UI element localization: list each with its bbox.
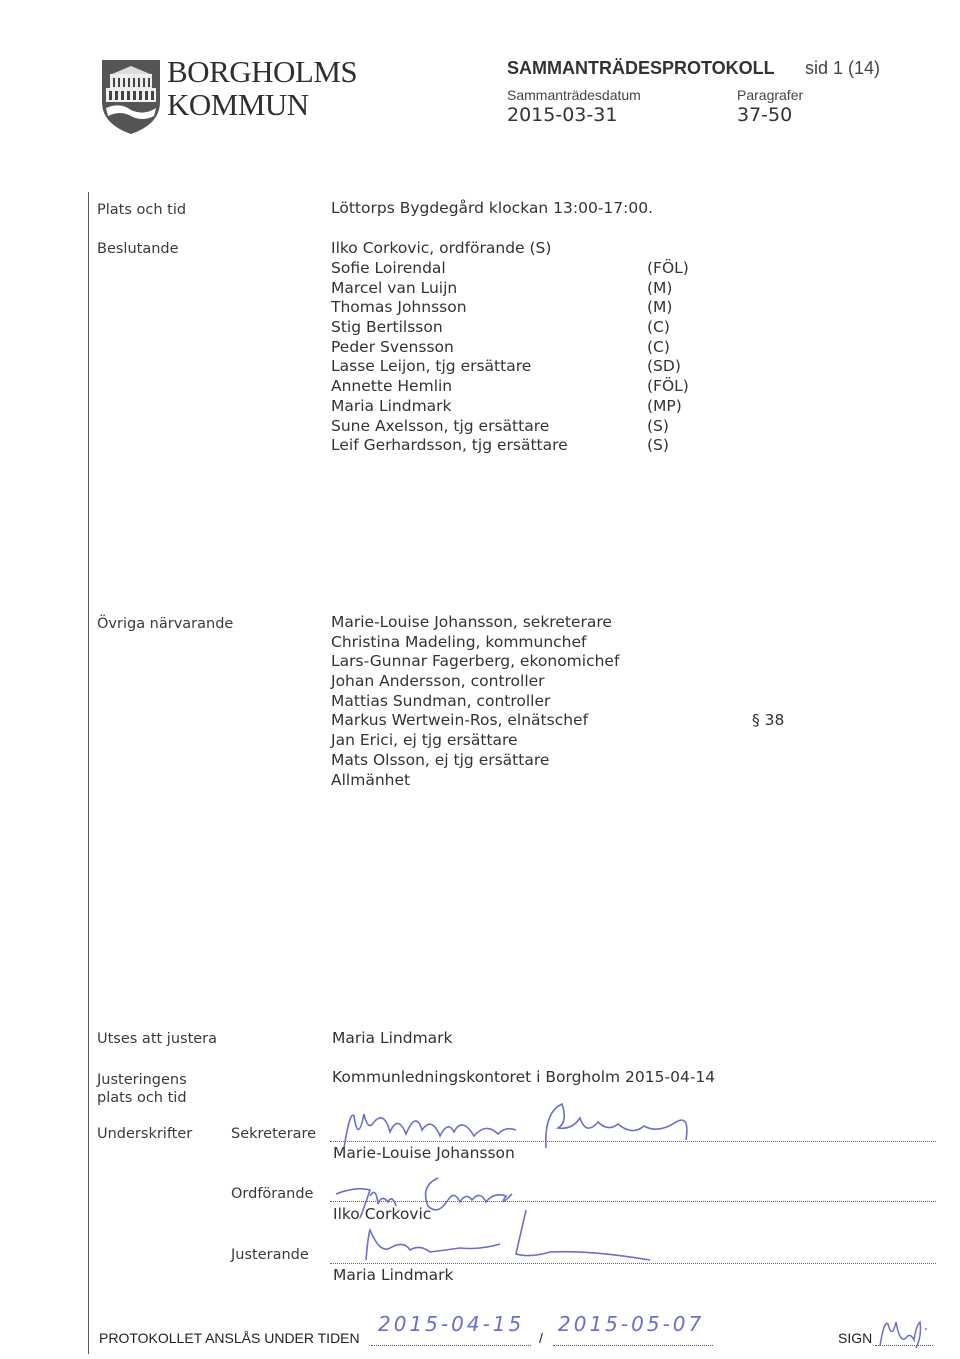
chairman-name: Ilko Corkovic bbox=[333, 1205, 432, 1223]
others-present-list bbox=[331, 613, 619, 790]
member-party: (FÖL) bbox=[647, 377, 689, 396]
document-title: SAMMANTRÄDESPROTOKOLL bbox=[507, 58, 775, 78]
adjustment-label-line-2: plats och tid bbox=[97, 1090, 187, 1106]
page-info: sid 1 (14) bbox=[805, 58, 881, 78]
member-name: Sofie Loirendal bbox=[331, 259, 446, 277]
paragraphs-label: Paragrafer bbox=[737, 87, 804, 103]
initials-signature bbox=[876, 1314, 932, 1354]
sign-label: SIGN bbox=[838, 1330, 873, 1346]
member-name: Peder Svensson bbox=[331, 337, 454, 356]
list-item: Mattias Sundman, controller bbox=[331, 691, 551, 710]
brand-line-1: BORGHOLMS bbox=[167, 54, 358, 89]
adjuster-label: Utses att justera bbox=[97, 1031, 218, 1047]
margin-rule bbox=[88, 192, 89, 1354]
member-name: Leif Gerhardsson, tjg ersättare bbox=[331, 436, 568, 455]
secretary-name: Marie-Louise Johansson bbox=[333, 1144, 515, 1162]
member-parties bbox=[647, 259, 689, 456]
adjusting-name: Maria Lindmark bbox=[333, 1266, 454, 1284]
member-name: Annette Hemlin bbox=[331, 377, 453, 396]
posting-to-date: 2015-05-07 bbox=[558, 1312, 705, 1336]
adjusting-label: Justerande bbox=[231, 1247, 309, 1263]
to-date-line bbox=[553, 1345, 713, 1346]
member-name: Stig Bertilsson bbox=[331, 318, 443, 337]
place-time-value: Löttorps Bygdegård klockan 13:00-17:00. bbox=[331, 199, 654, 217]
list-item: Johan Andersson, controller bbox=[331, 672, 545, 691]
posting-from-date: 2015-04-15 bbox=[378, 1312, 525, 1336]
adjustment-place-value: Kommunledningskontoret i Borgholm 2015-04-14 bbox=[332, 1068, 716, 1086]
member-party: (C) bbox=[647, 318, 670, 337]
member-name: Marcel van Luijn bbox=[331, 278, 458, 297]
decision-makers-label: Beslutande bbox=[97, 241, 179, 257]
paragraphs-value: 37-50 bbox=[737, 104, 793, 126]
list-item: Jan Erici, ej tjg ersättare bbox=[331, 731, 518, 750]
section-reference: § 38 bbox=[752, 711, 785, 729]
member-name: Sune Axelsson, tjg ersättare bbox=[331, 416, 550, 435]
municipality-logo bbox=[100, 58, 162, 136]
adjustment-label-line-1: Justeringens bbox=[97, 1072, 187, 1088]
list-item: Markus Wertwein-Ros, elnätschef bbox=[331, 711, 589, 730]
member-party: (SD) bbox=[647, 357, 681, 376]
list-item: Allmänhet bbox=[331, 770, 411, 789]
secretary-label: Sekreterare bbox=[231, 1126, 317, 1142]
member-names bbox=[331, 259, 568, 456]
others-present-label: Övriga närvarande bbox=[97, 616, 234, 632]
member-party: (M) bbox=[647, 298, 673, 317]
brand-line-2: KOMMUN bbox=[167, 87, 309, 122]
chairman-label: Ordförande bbox=[231, 1186, 314, 1202]
brand-name bbox=[167, 55, 357, 121]
member-party: (S) bbox=[647, 436, 669, 455]
date-separator: / bbox=[539, 1330, 543, 1346]
member-name: Maria Lindmark bbox=[331, 396, 452, 415]
list-item: Marie-Louise Johansson, sekreterare bbox=[331, 613, 612, 631]
member-party: (C) bbox=[647, 337, 670, 356]
member-party: (FÖL) bbox=[647, 259, 689, 277]
signatures-label: Underskrifter bbox=[97, 1126, 193, 1142]
date-label: Sammanträdesdatum bbox=[507, 87, 641, 103]
adjuster-name: Maria Lindmark bbox=[332, 1029, 453, 1047]
list-item: Lars-Gunnar Fagerberg, ekonomichef bbox=[331, 652, 620, 671]
member-party: (M) bbox=[647, 278, 673, 297]
chair-person: Ilko Corkovic, ordförande (S) bbox=[331, 239, 552, 257]
member-party: (MP) bbox=[647, 396, 682, 415]
member-name: Lasse Leijon, tjg ersättare bbox=[331, 357, 532, 376]
from-date-line bbox=[371, 1345, 531, 1346]
posting-period-label: PROTOKOLLET ANSLÅS UNDER TIDEN bbox=[99, 1330, 360, 1346]
meeting-date: 2015-03-31 bbox=[507, 104, 618, 126]
list-item: Mats Olsson, ej tjg ersättare bbox=[331, 750, 550, 769]
place-time-label: Plats och tid bbox=[97, 202, 187, 218]
member-name: Thomas Johnsson bbox=[331, 298, 467, 317]
adjustment-place-label bbox=[97, 1071, 187, 1107]
member-party: (S) bbox=[647, 416, 669, 435]
list-item: Christina Madeling, kommunchef bbox=[331, 632, 587, 651]
